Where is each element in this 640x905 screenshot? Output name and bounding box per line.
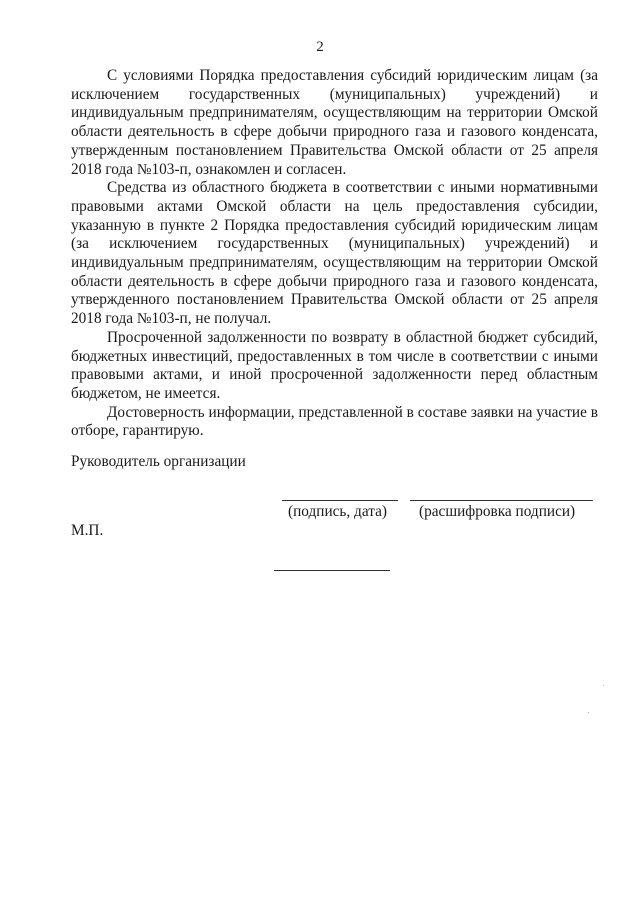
- paragraph-acknowledgement: С условиями Порядка предоставления субсидий юридическим лицам (за исключением государственных (муниципальных) учреждений) и индивидуальным предпринимателям, осуществляющим на территории Омской области деятельность в сфере добычи природного газа и газового конденсата, утвержденным постановлением Правительства Омской области от 25 апреля 2018 года №103-п, ознакомлен и согласен.: [71, 67, 598, 178]
- signature-decoding-caption: (расшифровка подписи): [419, 503, 576, 520]
- scan-speck: [603, 685, 604, 686]
- head-of-organization-label: Руководитель организации: [71, 453, 246, 470]
- paragraph-no-funds-received: Средства из областного бюджета в соответствии с иными нормативными правовыми актами Омской области на цель предоставления субсидии, указанную в пункте 2 Порядка предоставления субсидий юридическим лицам (за исключением государственных (муниципальных) учреждений) и индивидуальным предпринимателям, осуществляющим на территории Омской области деятельность в сфере добычи природного газа и газового конденсата, утвержденного постановлением Правительства Омской области от 25 апреля 2018 года №103-п, не получал.: [71, 179, 598, 328]
- stamp-place-label: М.П.: [71, 522, 104, 539]
- body-text: [71, 67, 598, 441]
- paragraph-no-overdue-debt: Просроченной задолженности по возврату в областной бюджет субсидий, бюджетных инвестиций, предоставленных в том числе в соответствии с иными правовыми актами, и иной просроченной задолженности перед областным бюджетом, не имеется.: [71, 328, 598, 402]
- signature-date-caption: (подпись, дата): [288, 503, 387, 520]
- page-number: 2: [316, 39, 324, 55]
- signature-decoding-line: [410, 500, 593, 501]
- signature-line: [282, 500, 398, 501]
- scan-speck: [588, 712, 589, 713]
- paragraph-accuracy-guarantee: Достоверность информации, представленной в составе заявки на участие в отборе, гарантирую.: [71, 403, 598, 440]
- closing-divider: [274, 570, 390, 571]
